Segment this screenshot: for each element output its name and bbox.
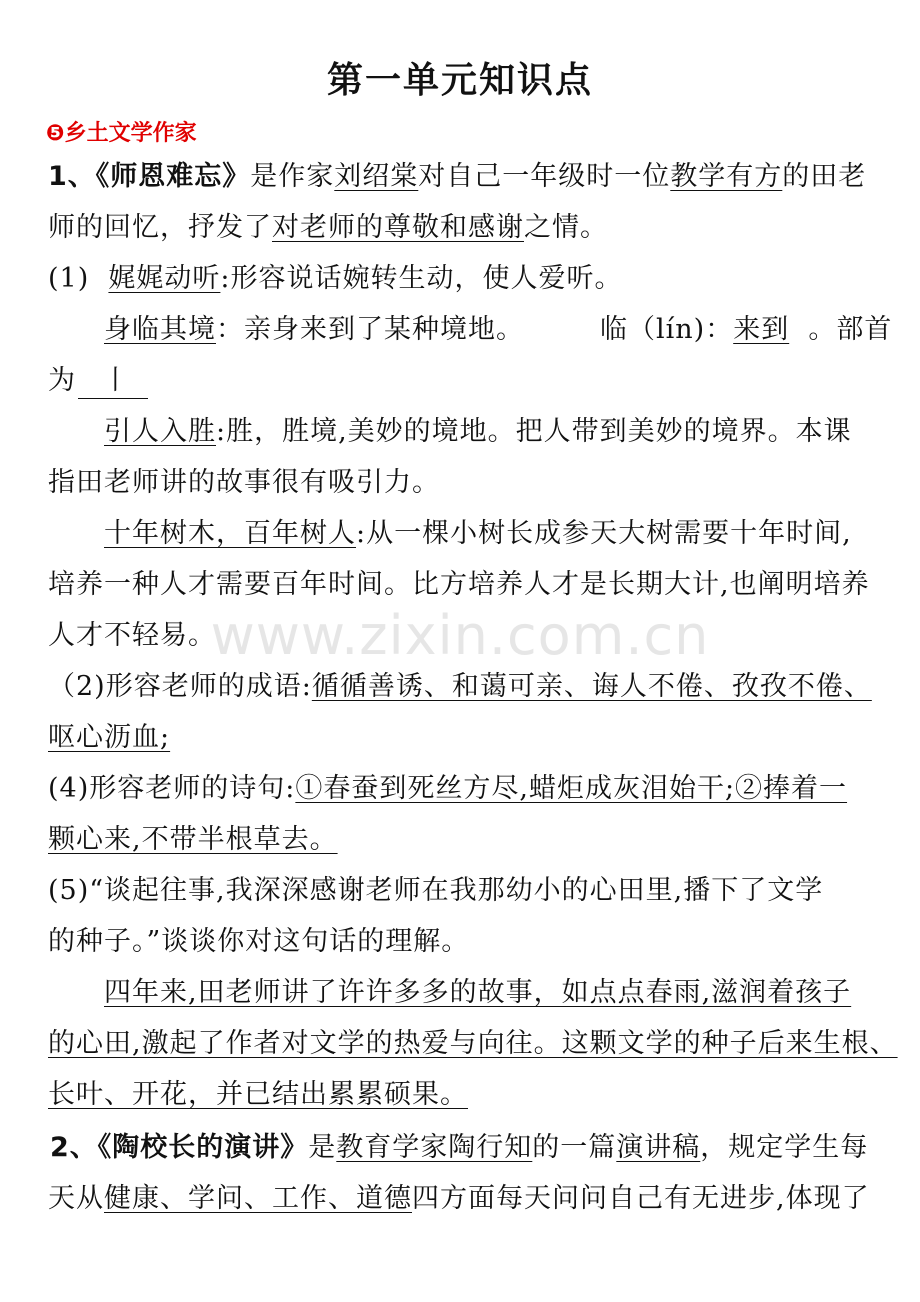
section-heading [46,116,197,147]
word-item-3-cont: 指田老师讲的故事很有吸引力。 [48,467,440,498]
author: 刘绍棠 [334,161,419,192]
emotion: 对老师的尊敬和感谢 [272,212,524,243]
text: 形容老师的诗句: [89,773,296,804]
vocab-word: 十年树木，百年树人 [104,518,356,549]
idiom-list: 循循善诱、和蔼可亲、诲人不倦、孜孜不倦、 [311,671,872,702]
word-item-2 [104,313,892,347]
answer-line-2: 的心田,激起了作者对文学的热爱与向往。这颗文学的种子后来生根、 [48,1028,898,1059]
word-item-4 [104,517,852,551]
lesson2-intro-line1 [50,1131,868,1165]
word-item-3 [104,415,852,449]
text: 四方面每天问问自己有无进步,体现了 [412,1183,870,1214]
radical: 丨 [102,365,130,396]
question-item-cont: 的种子。”谈谈你对这句话的理解。 [48,926,470,957]
text: 的一篇 [532,1132,617,1163]
text: 是 [308,1132,337,1163]
text: 师的回忆，抒发了 [48,212,272,243]
lesson-title: 《陶校长的演讲》 [97,1132,309,1163]
watermark: www.zixin.com.cn [210,604,710,667]
four-aspects: 健康、学问、工作、道德 [104,1183,412,1214]
vocab-word: 娓娓动听 [108,263,221,294]
item-number: (1) [48,263,90,294]
text: 对自己一年级时一位 [418,161,671,192]
lesson-number: 1、 [48,161,96,192]
word-item-4-cont2: 人才不轻易。 [48,620,216,651]
char-meaning: 来到 [733,314,790,345]
idiom-list-cont: 呕心沥血; [48,722,171,753]
lesson1-intro-line2 [48,211,608,245]
word-item-2-radical [48,364,148,399]
text: 。部首 [808,314,893,345]
word-item-1 [48,262,623,296]
vocab-definition: ：亲身来到了某种境地。 [216,314,524,345]
answer-line-1: 四年来,田老师讲了许许多多的故事，如点点春雨,滋润着孩子 [104,977,852,1008]
vocab-word: 身临其境 [104,314,216,345]
lesson1-intro-line1 [48,160,866,194]
idioms-item [48,670,872,704]
vocab-word: 引人入胜 [104,416,216,447]
teacher-trait: 教学有方 [670,161,783,192]
lesson-number: 2、 [50,1132,98,1163]
poem-lines: ①春蚕到死丝方尽,蜡炬成灰泪始干;②捧着一 [295,773,848,804]
answer-line-3: 长叶、开花，并已结出累累硕果。 [48,1079,468,1110]
lesson2-intro-line2 [48,1182,870,1216]
lesson-title: 《师恩难忘》 [95,161,251,192]
author: 教育学家陶行知 [336,1132,533,1163]
text: ，规定学生每 [700,1132,869,1163]
vocab-definition: :从一棵小树长成参天大树需要十年时间, [356,518,852,549]
text: 天从 [48,1183,104,1214]
poem-item [48,772,847,806]
section-label: 乡土文学作家 [64,121,197,146]
page-title: 第一单元知识点 [326,60,593,101]
text: 是作家 [250,161,335,192]
word-item-4-cont1: 培养一种人才需要百年时间。比方培养人才是长期大计,也阐明培养 [48,569,870,600]
vocab-definition: :形容说话婉转生动，使人爱听。 [220,263,623,294]
text: 为 [48,365,76,396]
poem-lines-cont: 颗心来,不带半根草去。 [48,824,338,855]
radical-answer [78,364,148,399]
text: 形容老师的成语: [105,671,312,702]
bullet-icon: ❺ [46,121,65,146]
item-number: (4) [48,773,90,804]
char-note: 临（lín)： [600,314,734,345]
text: 的田老 [782,161,867,192]
question-item: (5)“谈起往事,我深深感谢老师在我那幼小的心田里,播下了文学 [48,875,824,906]
vocab-definition: :胜，胜境,美妙的境地。把人带到美妙的境界。本课 [216,416,852,447]
item-number: （2) [48,671,106,702]
genre: 演讲稿 [616,1132,701,1163]
text: 之情。 [524,212,608,243]
